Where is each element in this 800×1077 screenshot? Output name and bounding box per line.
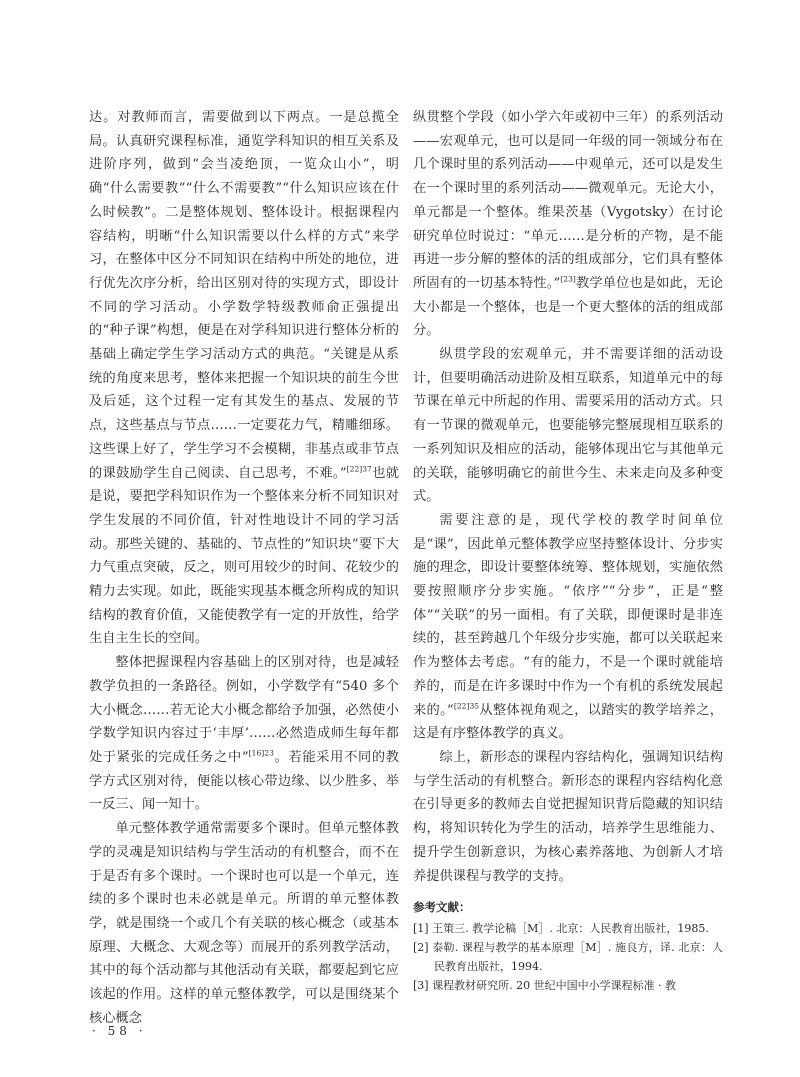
citation-mark: [22]37: [346, 464, 372, 474]
paragraph-text: 达。对教师而言，需要做到以下两点。一是总揽全局。认真研究课程标准，通览学科知识的相互关系及进阶序列，做到“会当凌绝顶，一览众山小”，明确“什么需要教”“什么不需要教”“什么知识应该在什么时候教”。二是整体规划、整体设计。根据课程内容结构，明晰“什么知识需要以什么样的方式”来学习，在整体中区分不同知识在结构中所处的地位，进行优先次序分析，给出区别对待的实现方式，即设计不同的学习活动。小学数学特级教师俞正强提出的“种子课”构想，便是在对学科知识进行整体分析的基础上确定学生学习活动方式的典范。“关键是从系统的角度来思考，整体来把握一个知识块的前生今世及后延，这个过程一定有其发生的基点、发展的节点，这些基点与节点……一定要花力气，精雕细琢。这些课上好了，学生学习不会模糊，非基点或非节点的课鼓励学生自己阅读、自己思考，不难。”: [89, 110, 399, 481]
citation-mark: [23]: [560, 274, 576, 284]
paragraph-text: 单元整体教学通常需要多个课时。但单元整体教学的灵魂是知识结构与学生活动的有机整合，而不在于是否有多个课时。一个课时也可以是一个单元，连续的多个课时也未必就是单元。所谓的单元整体教学，就是围绕一个或几个有关联的核心概念（或基本原理、大概念、大观念等）而展开的系列教学活动，其中的每个活动都与其他活动有关联，都要起到它应该起的作用。这样的单元整体教学，可以是围绕某个核心概念: [89, 821, 399, 1026]
citation-mark: [16]23: [248, 748, 274, 758]
references-title: 参考文献：: [413, 900, 471, 915]
paragraph-text: 也就是说，要把学科知识作为一个整体来分析不同知识对学生发展的不同价值，针对性地设计不同的学习活动。那些关键的、基础的、节点性的“知识块”要下大力气重点突破，反之，则可用较少的时间、花较少的精力去实现。如此，既能实现基本概念所构成的知识结构的教育价值，又能使教学有一定的开放性，给学生自主生长的空间。: [89, 465, 399, 647]
paragraph-text: 需要注意的是，现代学校的教学时间单位是“课”，因此单元整体教学应坚持整体设计、分步实施的理念，即设计要整体统筹、整体规划，实施依然要按照顺序分步实施。“依序”“分步”，正是“整体”“关联”的另一面相。有了关联，即便课时是非连续的，甚至跨越几个年级分步实施，都可以关联起来作为整体去考虑。“有的能力，不是一个课时就能培养的，而是在许多课时中作为一个有机的系统发展起来的。”: [413, 512, 723, 718]
left-column: [89, 106, 399, 1030]
reference-item: [1] 王策三. 教学论稿［M］. 北京：人民教育出版社，1985.: [413, 922, 709, 936]
references-list: [413, 919, 723, 995]
paragraph-text: 纵贯学段的宏观单元，并不需要详细的活动设计，但要明确活动进阶及相互联系，知道单元中的每节课在单元中所起的作用、需要采用的活动方式。只有一节课的微观单元，也要能够完整展现相互联系的一系列知识及相应的活动，能够体现出它与其他单元的关联，能够明确它的前世今生、未来走向及多种变式。: [413, 347, 723, 505]
paragraph: [89, 106, 399, 651]
citation-mark: [22]35: [453, 701, 480, 711]
paragraph: [89, 651, 399, 817]
paragraph-text: 教学单位也是如此，无论大小都是一个整体，也是一个更大整体的活的组成部分。: [413, 275, 723, 339]
paragraph-text: 整体把握课程内容基础上的区别对待，也是减轻教学负担的一条路径。例如，小学数学有“540 多个大小概念……若无论大小概念都给予加强，必然使小学数学知识内容过于‘丰厚’……必然造成师生每年都处于紧张的完成任务之中”: [89, 655, 399, 765]
page-number: · 58 ·: [92, 1024, 147, 1038]
paragraph: [89, 817, 399, 1030]
paragraph: [413, 106, 723, 343]
paragraph: [413, 746, 723, 888]
paragraph-text: 综上，新形态的课程内容结构化，强调知识结构与学生活动的有机整合。新形态的课程内容结构化意在引导更多的教师去自觉把握知识背后隐藏的知识结构，将知识转化为学生的活动，培养学生思维能力、提升学生创新意识，为核心素养落地、为创新人才培养提供课程与教学的支持。: [413, 749, 723, 884]
paragraph: [413, 509, 723, 746]
paragraph-text: 从整体视角观之，以踏实的教学培养之，这是有序整体教学的真义。: [413, 702, 723, 742]
paragraph-text: 纵贯整个学段（如小学六年或初中三年）的系列活动——宏观单元，也可以是同一年级的同一领域分布在几个课时里的系列活动——中观单元，还可以是发生在一个课时里的系列活动——微观单元。无论大小，单元都是一个整体。维果茨基（Vygotsky）在讨论研究单位时说过：“单元……是分析的产物，是不能再进一步分解的整体的活的组成部分，它们具有整体所固有的一切基本特性。”: [413, 110, 723, 291]
paragraph: [413, 343, 723, 509]
right-column-body: [413, 106, 723, 888]
right-column: [413, 106, 723, 995]
reference-item: [3] 课程教材研究所. 20 世纪中国中小学课程标准 · 教: [413, 979, 677, 993]
paragraph-text: 。若能采用不同的教学方式区别对待，便能以核心带边缘、以少胜多、举一反三、闻一知十。: [89, 749, 399, 813]
reference-item: [2] 泰勒. 课程与教学的基本原理［M］. 施良方，译. 北京：人民教育出版社，1994.: [413, 941, 723, 974]
